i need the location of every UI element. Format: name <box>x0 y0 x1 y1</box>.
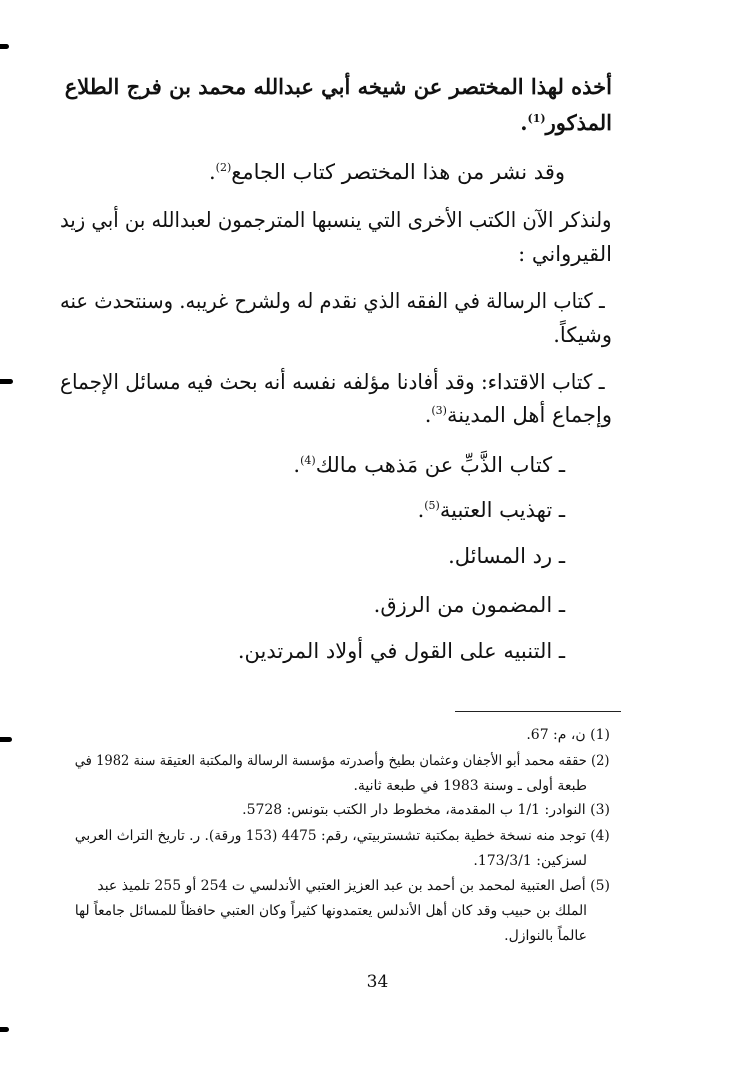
list-item: ـ رد المسائل. <box>448 544 565 568</box>
list-item: ـ التنبيه على القول في أولاد المرتدين. <box>237 639 565 663</box>
footnote-continuation: عالماً بالنوازل. <box>504 928 587 944</box>
scan-edge-mark <box>0 1027 9 1032</box>
footnote-continuation: طبعة أولى ـ وسنة 1983 في طبعة ثانية. <box>353 778 587 794</box>
list-item: ـ كتاب الذَّبِّ عن مَذهب مالك$^{(4)}$. <box>293 453 565 477</box>
list-item-continuation: وشيكاً. <box>553 323 612 347</box>
footnote: (3) النوادر: 1/1 ب المقدمة، مخطوط دار الكتب بتونس: 5728. <box>242 802 610 818</box>
footnote: (2) حققه محمد أبو الأجفان وعثمان بطيخ وأصدرته مؤسسة الرسالة والمكتبة العتيقة سنة 1982 في <box>75 753 610 769</box>
footnote-ref: (1) <box>527 112 546 125</box>
scan-edge-mark <box>0 737 12 742</box>
list-item: ـ كتاب الرسالة في الفقه الذي نقدم له ولشرح غريبه. وسنتحدث عنه <box>60 289 605 313</box>
page-number: 34 <box>366 972 389 992</box>
footnote-ref: (2) <box>215 161 232 174</box>
footnote-continuation: لسزكين: 173/3/1. <box>473 853 587 869</box>
footnote-ref: (5) <box>424 499 440 512</box>
scan-edge-mark <box>0 379 13 384</box>
paragraph-line: أخذه لهذا المختصر عن شيخه أبي عبدالله محمد بن فرج الطلاع <box>64 74 612 99</box>
paragraph-line: المذكور$^{(1)}$. <box>520 110 612 135</box>
footnote-continuation: الملك بن حبيب وقد كان أهل الأندلس يعتمدونها كثيراً وكان العتبي حافظاً للمسائل جامعاً لها <box>74 903 587 919</box>
paragraph-line: ولنذكر الآن الكتب الأخرى التي ينسبها المترجمون لعبدالله بن أبي زيد <box>60 208 612 232</box>
footnote: (5) أصل العتبية لمحمد بن أحمد بن عبد العزيز العتبي الأندلسي ت 254 أو 255 تلميذ عبد <box>97 878 610 894</box>
footnote-ref: (4) <box>300 454 316 467</box>
list-item-continuation: وإجماع أهل المدينة$^{(3)}$. <box>424 403 612 427</box>
footnote: (1) ن، م: 67. <box>526 727 610 743</box>
paragraph-line: وقد نشر من هذا المختصر كتاب الجامع$^{(2)}$. <box>208 160 565 184</box>
list-item: ـ المضمون من الرزق. <box>373 593 565 617</box>
scan-edge-mark <box>0 44 9 49</box>
paragraph-line: القيرواني : <box>518 242 612 266</box>
footnote-separator <box>455 711 621 712</box>
footnote: (4) توجد منه نسخة خطية بمكتبة تشستربيتي، رقم: 4475 (153 ورقة). ر. تاريخ التراث العربي <box>75 828 610 844</box>
list-item: ـ كتاب الاقتداء: وقد أفادنا مؤلفه نفسه أنه بحث فيه مسائل الإجماع <box>60 370 605 394</box>
list-item: ـ تهذيب العتبية$^{(5)}$. <box>417 498 565 522</box>
footnote-ref: (3) <box>431 404 447 417</box>
